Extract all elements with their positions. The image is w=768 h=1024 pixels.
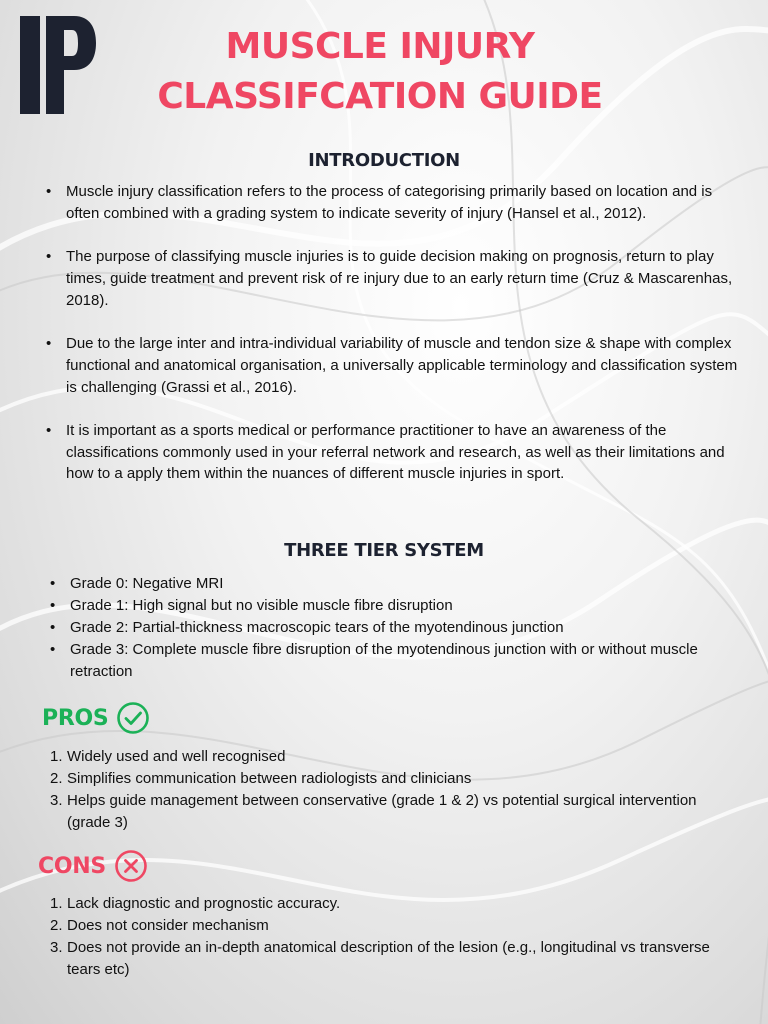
page-title bbox=[100, 22, 660, 122]
pros-list bbox=[50, 746, 740, 834]
list-text: Helps guide management between conservative (grade 1 & 2) vs potential surgical intervention (grade 3) bbox=[67, 792, 697, 831]
three-tier-heading: THREE TIER SYSTEM bbox=[284, 540, 484, 561]
list-item: • Grade 2: Partial-thickness macroscopic tears of the myotendinous junction bbox=[50, 617, 740, 639]
list-number: 1. bbox=[50, 748, 63, 765]
three-tier-list bbox=[50, 573, 740, 683]
list-text: Does not consider mechanism bbox=[67, 917, 269, 934]
introduction-heading: INTRODUCTION bbox=[308, 150, 460, 171]
introduction-list bbox=[46, 181, 746, 507]
list-number: 1. bbox=[50, 895, 63, 912]
list-item: • Muscle injury classification refers to the process of categorising primarily based on location and is often combined with a grading system to indicate severity of injury (Hansel et al., 2012). bbox=[46, 181, 746, 225]
list-number: 2. bbox=[50, 770, 63, 787]
cons-label: CONS bbox=[38, 853, 106, 879]
list-text: Widely used and well recognised bbox=[67, 748, 286, 765]
list-item bbox=[50, 915, 740, 937]
list-item bbox=[50, 937, 740, 981]
brand-logo bbox=[20, 16, 96, 114]
list-text: Does not provide an in-depth anatomical description of the lesion (e.g., longitudinal vs transverse tears etc) bbox=[67, 939, 710, 978]
check-circle-icon bbox=[116, 701, 150, 735]
x-circle-icon bbox=[114, 849, 148, 883]
pros-label: PROS bbox=[42, 705, 109, 731]
list-item bbox=[50, 768, 740, 790]
list-number: 3. bbox=[50, 792, 63, 809]
list-number: 3. bbox=[50, 939, 63, 956]
list-item bbox=[50, 746, 740, 768]
list-item bbox=[50, 790, 740, 834]
cons-list bbox=[50, 893, 740, 981]
cons-heading bbox=[38, 849, 148, 883]
list-number: 2. bbox=[50, 917, 63, 934]
pros-heading bbox=[42, 701, 150, 735]
list-item: • Grade 3: Complete muscle fibre disruption of the myotendinous junction with or without muscle retraction bbox=[50, 639, 740, 683]
list-text: Lack diagnostic and prognostic accuracy. bbox=[67, 895, 341, 912]
list-item bbox=[50, 893, 740, 915]
title-line-2: CLASSIFCATION GUIDE bbox=[157, 76, 603, 117]
list-item: • Due to the large inter and intra-individual variability of muscle and tendon size & shape with complex functional and anatomical organisation, a universally applicable terminology and classification system is challenging (Grassi et al., 2016). bbox=[46, 333, 746, 398]
list-item: • It is important as a sports medical or performance practitioner to have an awareness of the classifications commonly used in your referral network and research, as well as their limitations and how to a apply them within the nuances of different muscle injuries in sport. bbox=[46, 420, 746, 485]
list-item: • The purpose of classifying muscle injuries is to guide decision making on prognosis, return to play times, guide treatment and prevent risk of re injury due to an early return time (Cruz & Mascarenhas, 2018). bbox=[46, 246, 746, 311]
list-item: • Grade 0: Negative MRI bbox=[50, 573, 740, 595]
list-text: Simplifies communication between radiologists and clinicians bbox=[67, 770, 472, 787]
title-line-1: MUSCLE INJURY bbox=[225, 26, 535, 67]
list-item: • Grade 1: High signal but no visible muscle fibre disruption bbox=[50, 595, 740, 617]
